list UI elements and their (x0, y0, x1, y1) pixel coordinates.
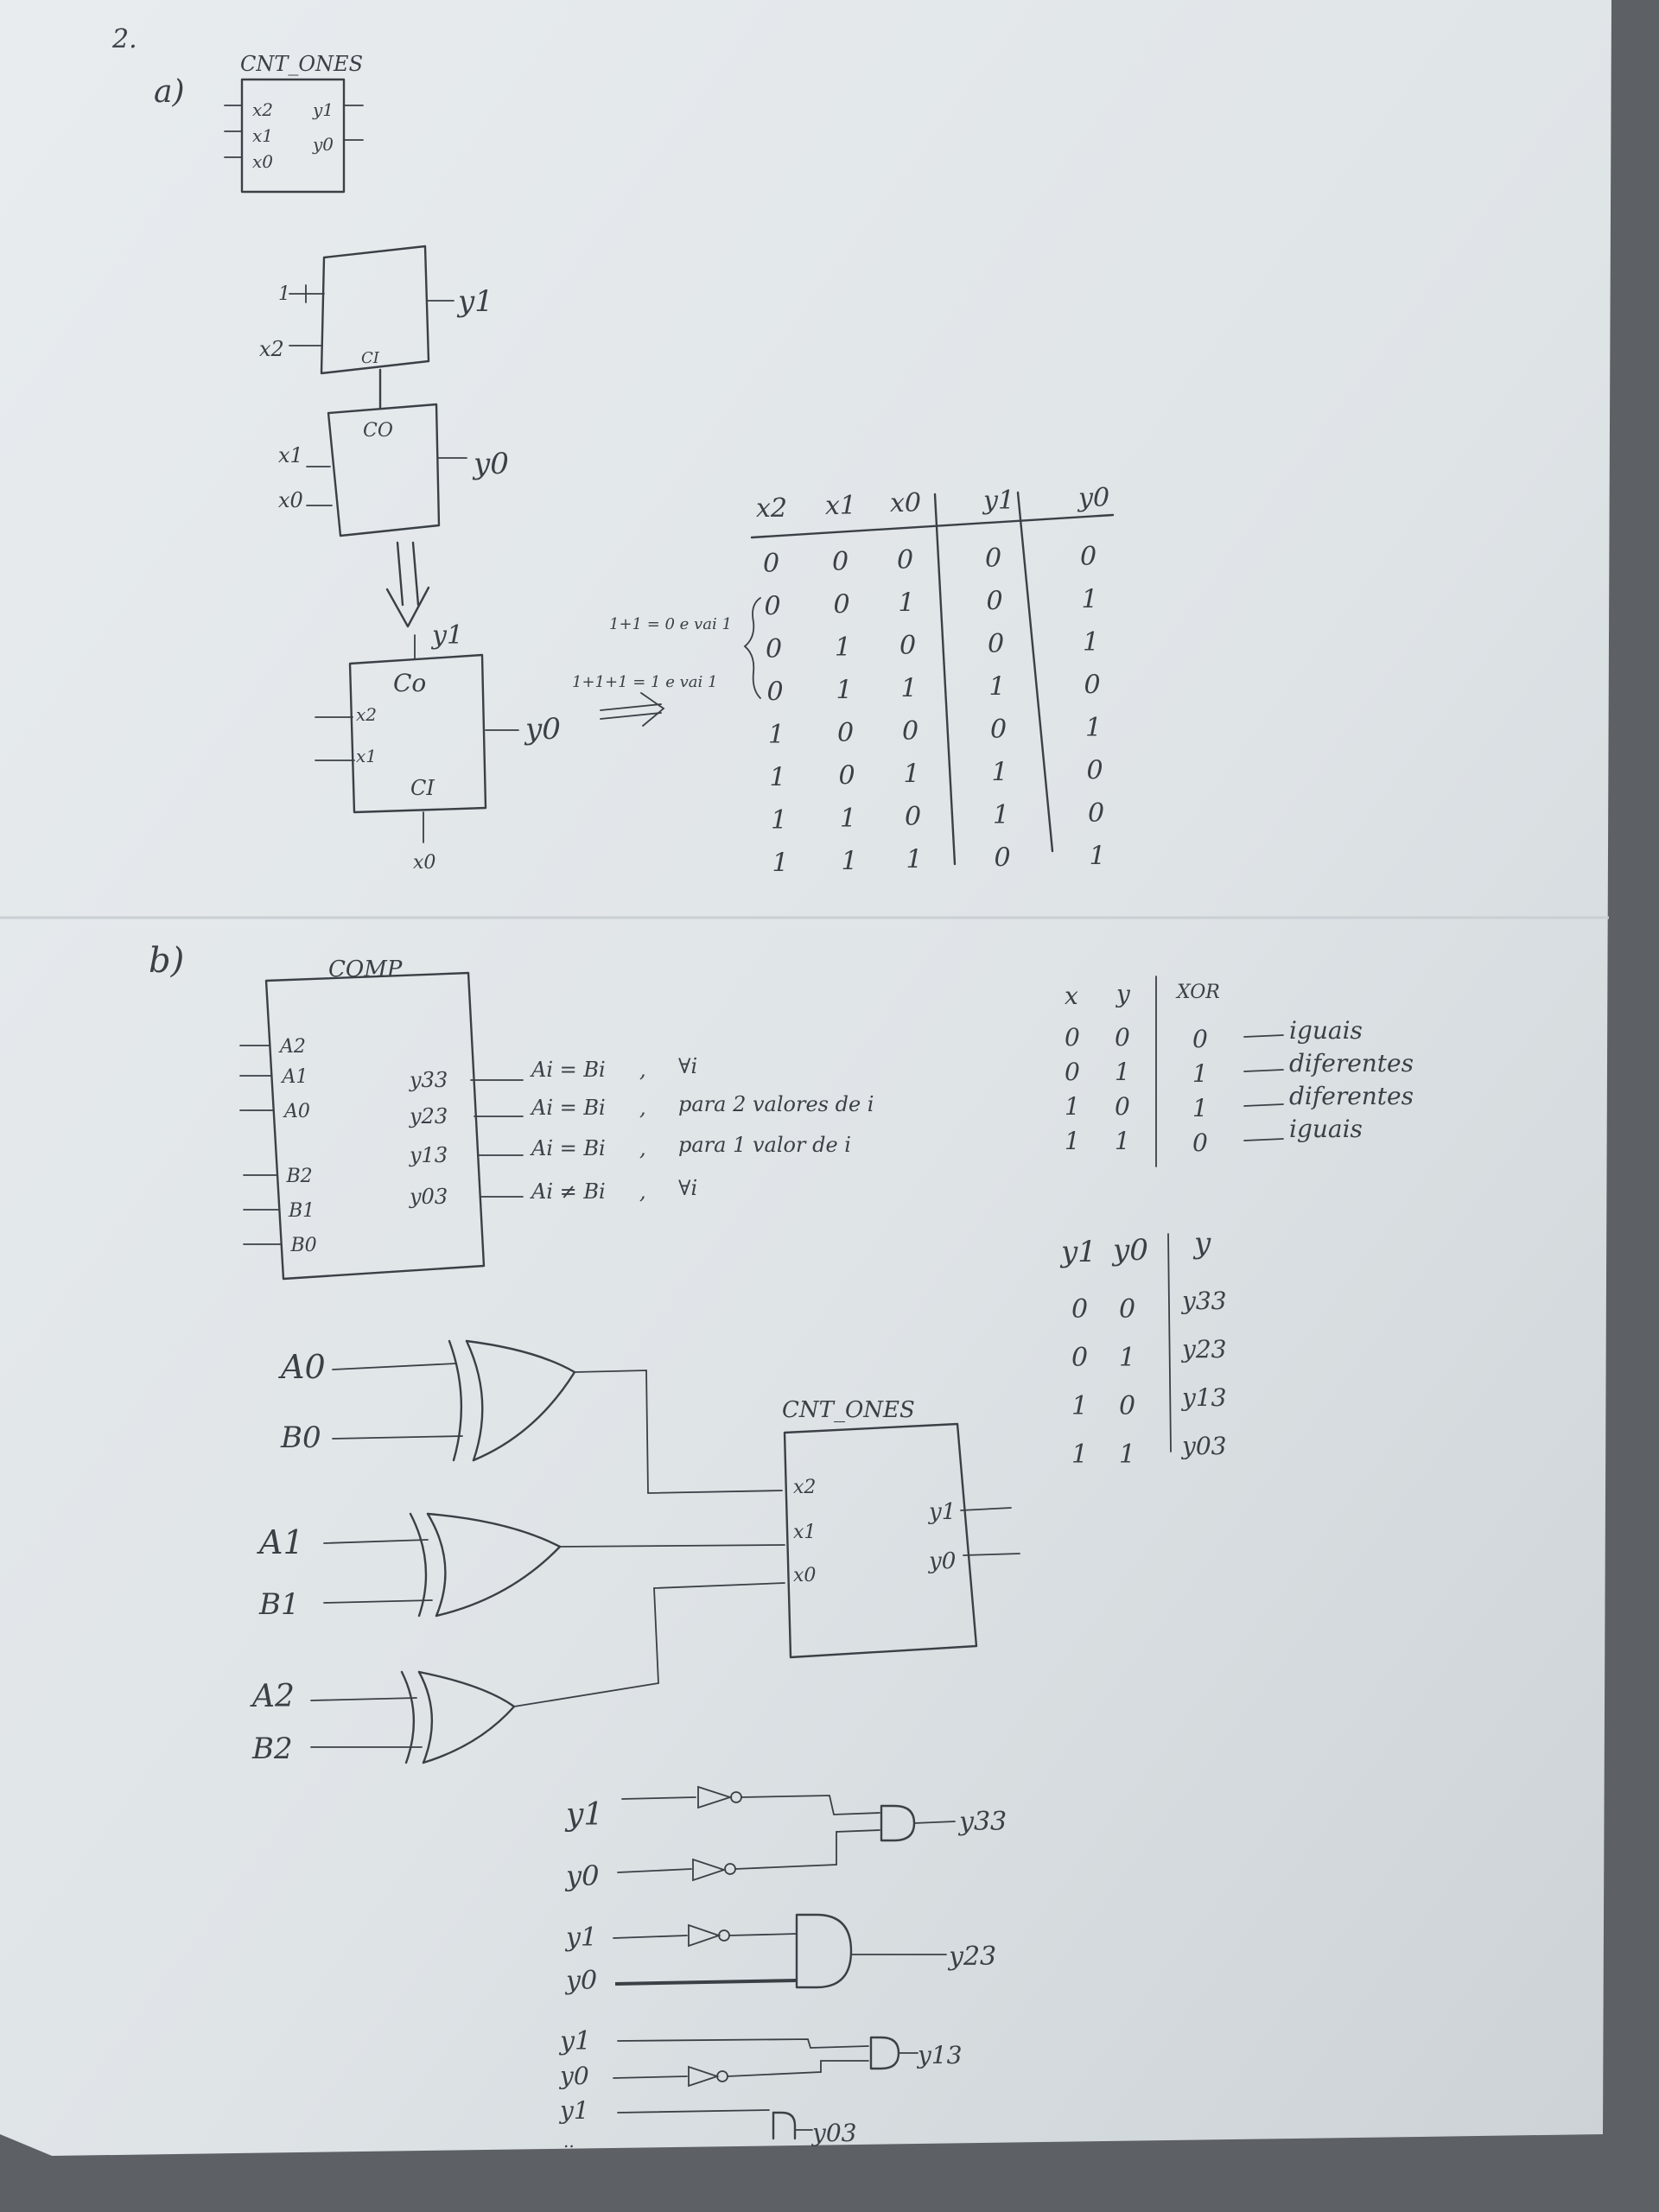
out-row-0-y1: 0 (1071, 1294, 1089, 1325)
out-row-2-y1: 1 (1071, 1391, 1089, 1421)
out-row-3-y1: 1 (1071, 1440, 1089, 1470)
truth-table-cell-r1-c4: 1 (1081, 584, 1098, 615)
dec3-in1: y1 (560, 2096, 589, 2125)
xor-row-0-y: 0 (1115, 1023, 1130, 1052)
out-row-1-y: y23 (1182, 1335, 1227, 1363)
note-2: 1+1+1 = 1 e vai 1 (572, 673, 718, 691)
dec0-in1: y1 (566, 1797, 604, 1833)
out-header-y: y (1194, 1226, 1211, 1261)
truth-table-cell-r1-c3: 0 (986, 586, 1003, 617)
out-row-3-y: y03 (1182, 1432, 1227, 1460)
xor-row-2-x: 1 (1065, 1092, 1080, 1121)
adder-3-out: y0 (525, 712, 561, 747)
adder-3-in-top: x2 (356, 704, 378, 725)
truth-table-cell-r7-c4: 1 (1089, 841, 1106, 872)
out-row-1-y1: 0 (1071, 1343, 1089, 1373)
out-header-y0: y0 (1113, 1233, 1148, 1268)
comp-desc-lhs-y33: Ai = Bi (531, 1058, 606, 1082)
adder-2-out: y0 (474, 447, 509, 481)
small-out-y1: y1 (313, 99, 334, 120)
xor-row-2-xor: 1 (1192, 1094, 1208, 1122)
comp-desc-rhs-y33: ∀i (678, 1054, 698, 1078)
truth-table-cell-r5-c0: 1 (769, 762, 786, 793)
xor-row-2-y: 0 (1115, 1092, 1130, 1121)
dec1-in1: y1 (566, 1923, 598, 1953)
truth-table-cell-r3-c1: 1 (836, 675, 853, 706)
out-row-2-y0: 0 (1119, 1391, 1136, 1421)
comp-input-B1: B1 (289, 1200, 315, 1222)
truth-table-header-x0: x0 (890, 488, 922, 518)
xor-row-1-note: diferentes (1289, 1049, 1414, 1077)
cnt-out-y0: y0 (929, 1548, 957, 1574)
truth-table-cell-r0-c0: 0 (763, 549, 780, 579)
truth-table-cell-r7-c3: 0 (994, 842, 1011, 874)
truth-table-cell-r2-c2: 0 (899, 631, 917, 661)
xor-row-2-note: diferentes (1289, 1082, 1414, 1110)
comp-output-y03: y03 (410, 1185, 448, 1209)
truth-table-cell-r1-c0: 0 (764, 591, 781, 622)
comp-desc-rhs-y13: para 1 valor de i (678, 1133, 851, 1157)
truth-table-cell-r6-c2: 0 (905, 802, 922, 832)
comp-desc-lhs-y13: Ai = Bi (531, 1136, 606, 1160)
small-in-x0: x0 (252, 151, 274, 172)
out-row-0-y0: 0 (1119, 1294, 1136, 1325)
adder-3-ci-label: CI (410, 776, 435, 800)
dec0-in2: y0 (566, 1859, 600, 1892)
xor1-in-b: B1 (259, 1587, 300, 1622)
adder-1-out: y1 (458, 284, 493, 319)
xor2-in-b: B2 (252, 1732, 293, 1766)
comp-desc-rhs-y23: para 2 valores de i (678, 1092, 874, 1116)
comp-desc-sep-y33: , (639, 1058, 646, 1082)
xor-row-1-y: 1 (1115, 1058, 1130, 1086)
adder-1-in-top: 1 (278, 283, 290, 305)
dec2-out: y13 (918, 2041, 963, 2069)
xor-row-3-xor: 0 (1192, 1128, 1208, 1157)
truth-table-cell-r4-c4: 1 (1085, 713, 1103, 743)
comp-desc-sep-y23: , (639, 1096, 646, 1120)
truth-table-cell-r3-c3: 1 (988, 671, 1006, 702)
truth-table-cell-r1-c1: 0 (833, 589, 850, 620)
xor2-in-a: A2 (252, 1679, 295, 1714)
out-row-2-y: y13 (1182, 1383, 1227, 1412)
truth-table-cell-r5-c1: 0 (838, 760, 855, 791)
adder-3-out-top: y1 (432, 620, 464, 651)
adder-2-in-top: x1 (278, 443, 303, 467)
truth-table-cell-r4-c2: 0 (902, 716, 919, 747)
comp-input-A0: A0 (284, 1101, 310, 1122)
truth-table-cell-r7-c1: 1 (841, 846, 858, 877)
truth-table-cell-r6-c0: 1 (771, 805, 788, 836)
truth-table-cell-r4-c0: 1 (768, 720, 785, 750)
part-b-label: b) (149, 941, 185, 981)
xor-row-1-x: 0 (1065, 1058, 1080, 1086)
comp-input-A1: A1 (282, 1066, 308, 1088)
dec2-in1: y1 (560, 2026, 592, 2056)
comp-title: COMP (328, 957, 403, 982)
truth-table-cell-r6-c4: 0 (1088, 798, 1105, 829)
truth-table-cell-r2-c1: 1 (835, 632, 852, 663)
out-row-1-y0: 1 (1119, 1343, 1136, 1373)
cnt-out-y1: y1 (929, 1499, 957, 1525)
truth-table-cell-r6-c1: 1 (840, 804, 857, 834)
truth-table-cell-r2-c3: 0 (988, 629, 1005, 659)
truth-table-cell-r2-c4: 1 (1083, 627, 1100, 658)
truth-table-cell-r7-c2: 1 (906, 844, 923, 875)
comp-input-B2: B2 (286, 1166, 313, 1187)
dec2-in2: y0 (560, 2062, 589, 2090)
truth-table-cell-r0-c4: 0 (1080, 542, 1097, 572)
cnt-ones-small-title: CNT_ONES (240, 52, 364, 76)
truth-table-cell-r2-c0: 0 (766, 634, 783, 664)
comp-output-y23: y23 (410, 1104, 448, 1128)
adder-2-in-bottom: x0 (278, 488, 303, 512)
adder-3-ci-input: x0 (413, 852, 436, 874)
out-row-3-y0: 1 (1119, 1440, 1136, 1470)
comp-output-y13: y13 (410, 1143, 448, 1167)
xor-row-1-xor: 1 (1192, 1059, 1208, 1088)
dec3-out: y03 (812, 2119, 857, 2147)
truth-table-header-x2: x2 (756, 493, 788, 524)
cnt-in-x2: x2 (793, 1477, 817, 1498)
xor-header-x: x (1065, 982, 1078, 1010)
truth-table-cell-r0-c3: 0 (985, 543, 1002, 574)
xor-header-xor: XOR (1177, 982, 1220, 1003)
truth-table-cell-r7-c0: 1 (772, 848, 789, 879)
xor-row-3-x: 1 (1065, 1127, 1080, 1155)
truth-table-cell-r5-c2: 1 (903, 759, 920, 790)
page-number: 2. (112, 24, 137, 54)
dec1-in2: y0 (566, 1966, 598, 1996)
note-1: 1+1 = 0 e vai 1 (609, 615, 732, 633)
truth-table-cell-r0-c2: 0 (897, 545, 914, 575)
truth-table-header-x1: x1 (825, 491, 857, 521)
truth-table-cell-r3-c0: 0 (766, 677, 784, 708)
xor-header-y: y (1116, 980, 1130, 1008)
truth-table-header-y1: y1 (983, 486, 1015, 516)
xor0-in-b: B0 (281, 1421, 321, 1455)
truth-table-cell-r5-c4: 0 (1086, 755, 1103, 786)
dec0-out: y33 (959, 1807, 1007, 1837)
cnt-ones-title: CNT_ONES (782, 1397, 915, 1423)
xor-row-0-note: iguais (1289, 1016, 1363, 1045)
truth-table-header-y0: y0 (1078, 483, 1110, 513)
cnt-in-x1: x1 (793, 1522, 817, 1543)
xor-row-3-note: iguais (1289, 1115, 1363, 1143)
out-row-0-y: y33 (1182, 1287, 1227, 1315)
xor-row-0-x: 0 (1065, 1023, 1080, 1052)
adder-3-in-bottom: x1 (356, 746, 378, 766)
truth-table-cell-r0-c1: 0 (832, 547, 849, 577)
xor0-in-a: A0 (281, 1348, 326, 1386)
adder-1-carry-label: CI (361, 349, 379, 367)
truth-table-cell-r1-c2: 1 (898, 588, 915, 619)
xor-row-0-xor: 0 (1192, 1025, 1208, 1053)
cnt-in-x0: x0 (793, 1565, 817, 1586)
adder-3-co-label: Co (393, 669, 427, 697)
adder-1-in-bottom: x2 (259, 337, 284, 361)
truth-table-cell-r5-c3: 1 (991, 757, 1008, 788)
dec1-out: y23 (949, 1942, 997, 1972)
small-out-y0: y0 (313, 134, 334, 155)
comp-desc-lhs-y23: Ai = Bi (531, 1096, 606, 1120)
xor1-in-a: A1 (259, 1523, 304, 1561)
part-a-label: a) (154, 74, 185, 110)
small-in-x2: x2 (252, 99, 274, 120)
comp-desc-sep-y03: , (639, 1179, 646, 1204)
xor-row-3-y: 1 (1115, 1127, 1130, 1155)
truth-table-cell-r4-c1: 0 (837, 718, 855, 748)
dec3-in2: .. (563, 2131, 575, 2152)
comp-output-y33: y33 (410, 1068, 448, 1092)
comp-desc-rhs-y03: ∀i (678, 1176, 698, 1200)
adder-2-carry-label: CO (363, 420, 393, 442)
truth-table-cell-r6-c3: 1 (993, 800, 1010, 830)
comp-desc-sep-y13: , (639, 1136, 646, 1160)
comp-input-A2: A2 (280, 1036, 306, 1058)
truth-table-cell-r3-c4: 0 (1084, 670, 1101, 701)
comp-input-B0: B0 (290, 1235, 317, 1256)
out-header-y1: y1 (1061, 1235, 1096, 1269)
comp-desc-lhs-y03: Ai ≠ Bi (531, 1179, 606, 1204)
truth-table-cell-r3-c2: 1 (900, 673, 918, 704)
truth-table-cell-r4-c3: 0 (990, 715, 1007, 745)
small-in-x1: x1 (252, 125, 274, 146)
